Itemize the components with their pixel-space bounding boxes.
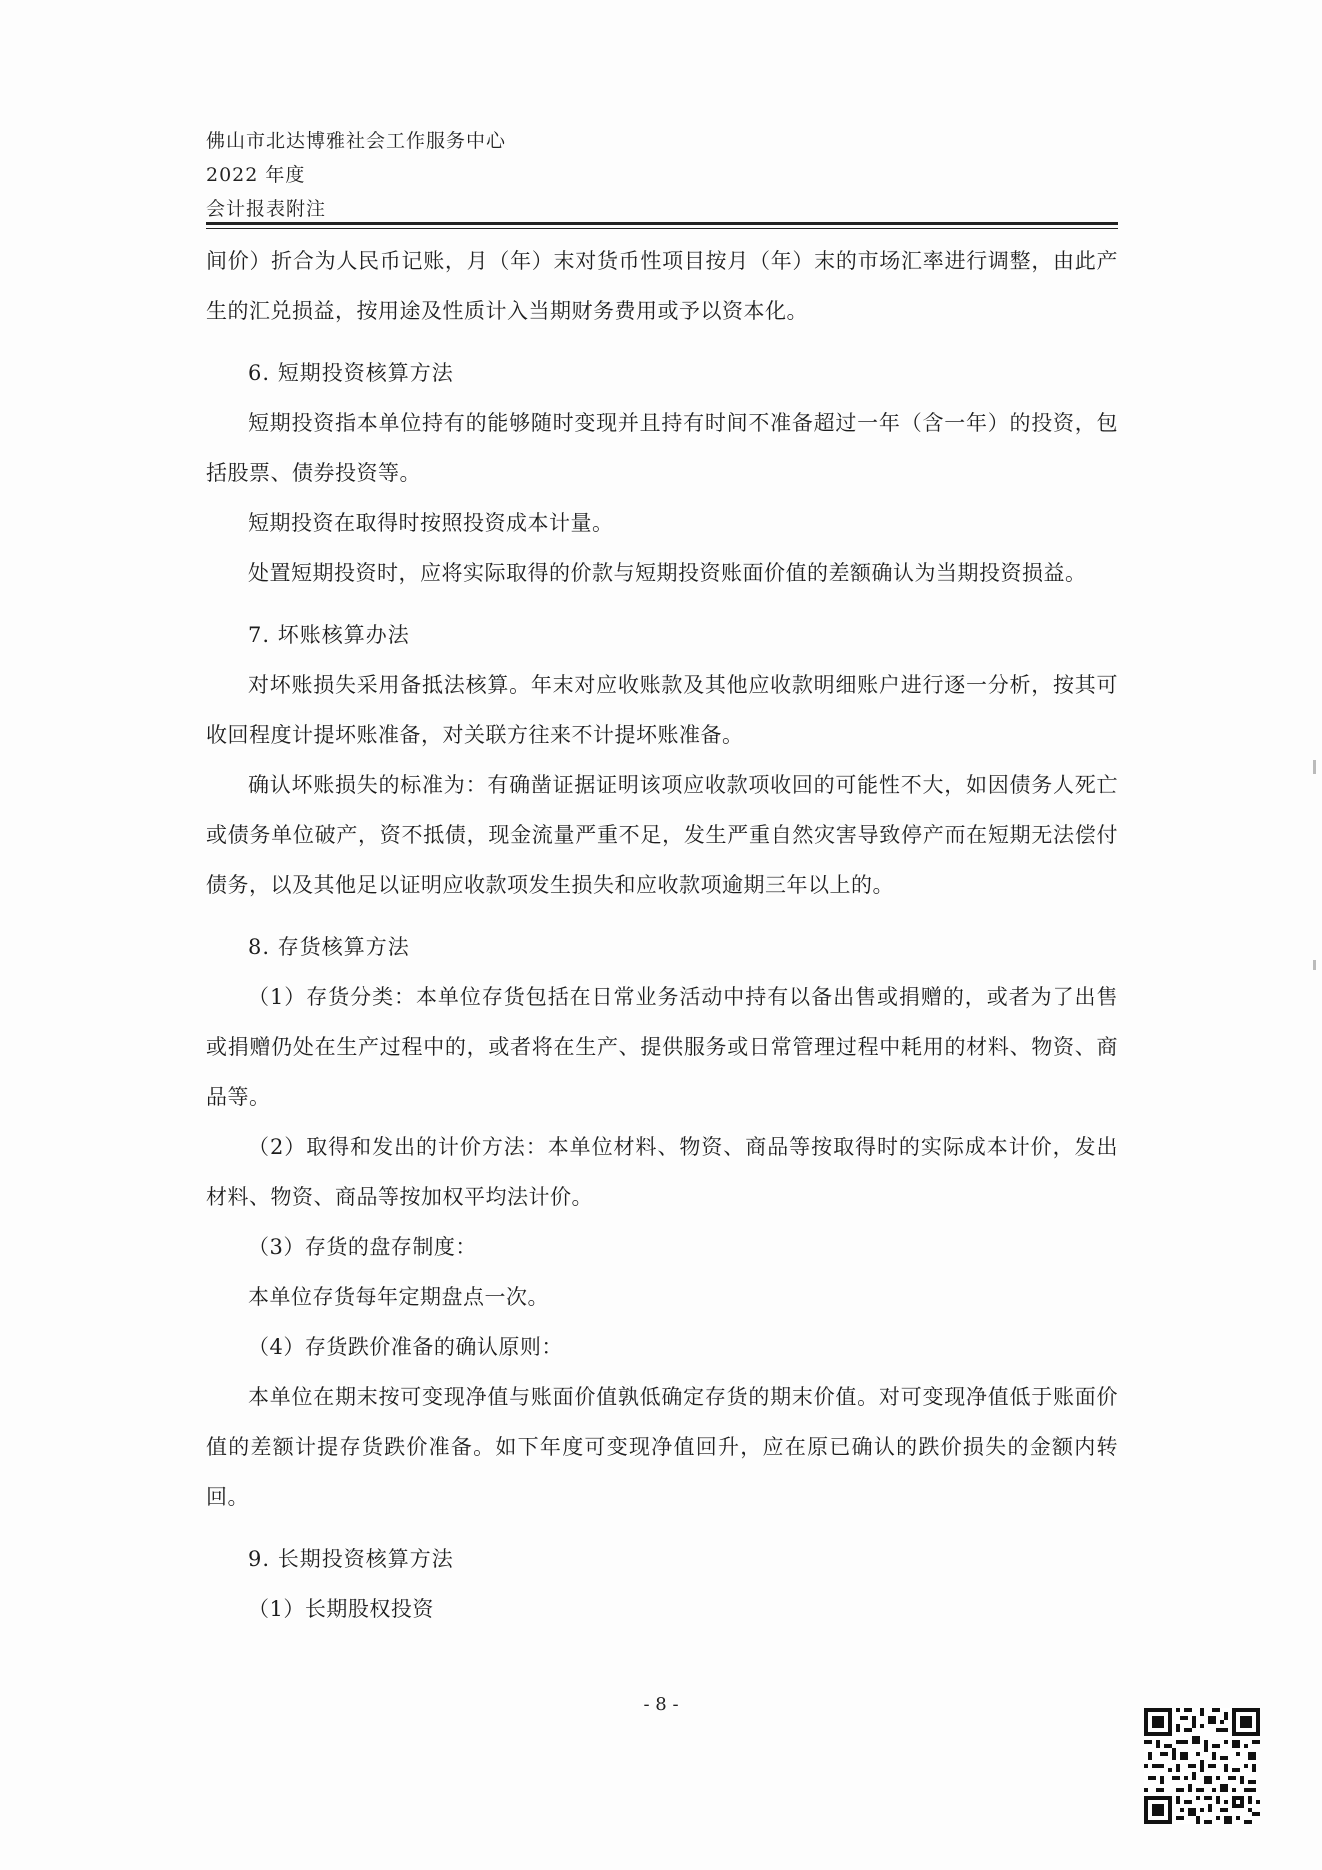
section-8-paragraph-3: （3）存货的盘存制度： (248, 1235, 477, 1259)
section-6-paragraph-3: 处置短期投资时，应将实际取得的价款与短期投资账面价值的差额确认为当期投资损益。 (248, 561, 1087, 585)
section-8-paragraph-5: （4）存货跌价准备的确认原则： (248, 1335, 563, 1359)
section-8-paragraph-4: 本单位存货每年定期盘点一次。 (248, 1285, 549, 1309)
header-rule-thin (206, 228, 1118, 229)
section-8-title: 8. 存货核算方法 (248, 935, 410, 959)
qr-code-icon (1144, 1708, 1260, 1824)
header-rule-thick (206, 222, 1118, 225)
section-6-paragraph-2: 短期投资在取得时按照投资成本计量。 (248, 511, 614, 535)
section-8-paragraph-1: （1）存货分类：本单位存货包括在日常业务活动中持有以备出售或捐赠的，或者为了出售或捐赠仍处在生产过程中的，或者将在生产、提供服务或日常管理过程中耗用的材料、物资、商品等。 (206, 985, 1118, 1109)
header-year: 2022 年度 (206, 164, 306, 186)
header-doc-title: 会计报表附注 (206, 198, 327, 220)
section-6-title: 6. 短期投资核算方法 (248, 361, 454, 385)
header-org: 佛山市北达博雅社会工作服务中心 (206, 130, 507, 152)
section-9-paragraph-1: （1）长期股权投资 (248, 1597, 434, 1621)
section-8-paragraph-2: （2）取得和发出的计价方法：本单位材料、物资、商品等按取得时的实际成本计价，发出材料、物资、商品等按加权平均法计价。 (206, 1135, 1118, 1209)
document-body (206, 236, 1118, 1634)
page-number: - 8 - (643, 1694, 679, 1715)
section-7-title: 7. 坏账核算办法 (248, 623, 410, 647)
scan-artifact (1313, 960, 1316, 970)
intro-paragraph: 间价）折合为人民币记账，月（年）末对货币性项目按月（年）末的市场汇率进行调整，由此产生的汇兑损益，按用途及性质计入当期财务费用或予以资本化。 (206, 249, 1118, 323)
section-9-title: 9. 长期投资核算方法 (248, 1547, 454, 1571)
section-8-paragraph-6: 本单位在期末按可变现净值与账面价值孰低确定存货的期末价值。对可变现净值低于账面价值的差额计提存货跌价准备。如下年度可变现净值回升，应在原已确认的跌价损失的金额内转回。 (206, 1385, 1118, 1509)
section-6-paragraph-1: 短期投资指本单位持有的能够随时变现并且持有时间不准备超过一年（含一年）的投资，包括股票、债券投资等。 (206, 411, 1118, 485)
page-header (206, 124, 506, 226)
section-7-paragraph-1: 对坏账损失采用备抵法核算。年末对应收账款及其他应收款明细账户进行逐一分析，按其可收回程度计提坏账准备，对关联方往来不计提坏账准备。 (206, 673, 1118, 747)
section-7-paragraph-2: 确认坏账损失的标准为：有确凿证据证明该项应收款项收回的可能性不大，如因债务人死亡或债务单位破产，资不抵债，现金流量严重不足，发生严重自然灾害导致停产而在短期无法偿付债务，以及其他足以证明应收款项发生损失和应收款项逾期三年以上的。 (206, 773, 1118, 897)
scan-artifact (1313, 760, 1316, 774)
